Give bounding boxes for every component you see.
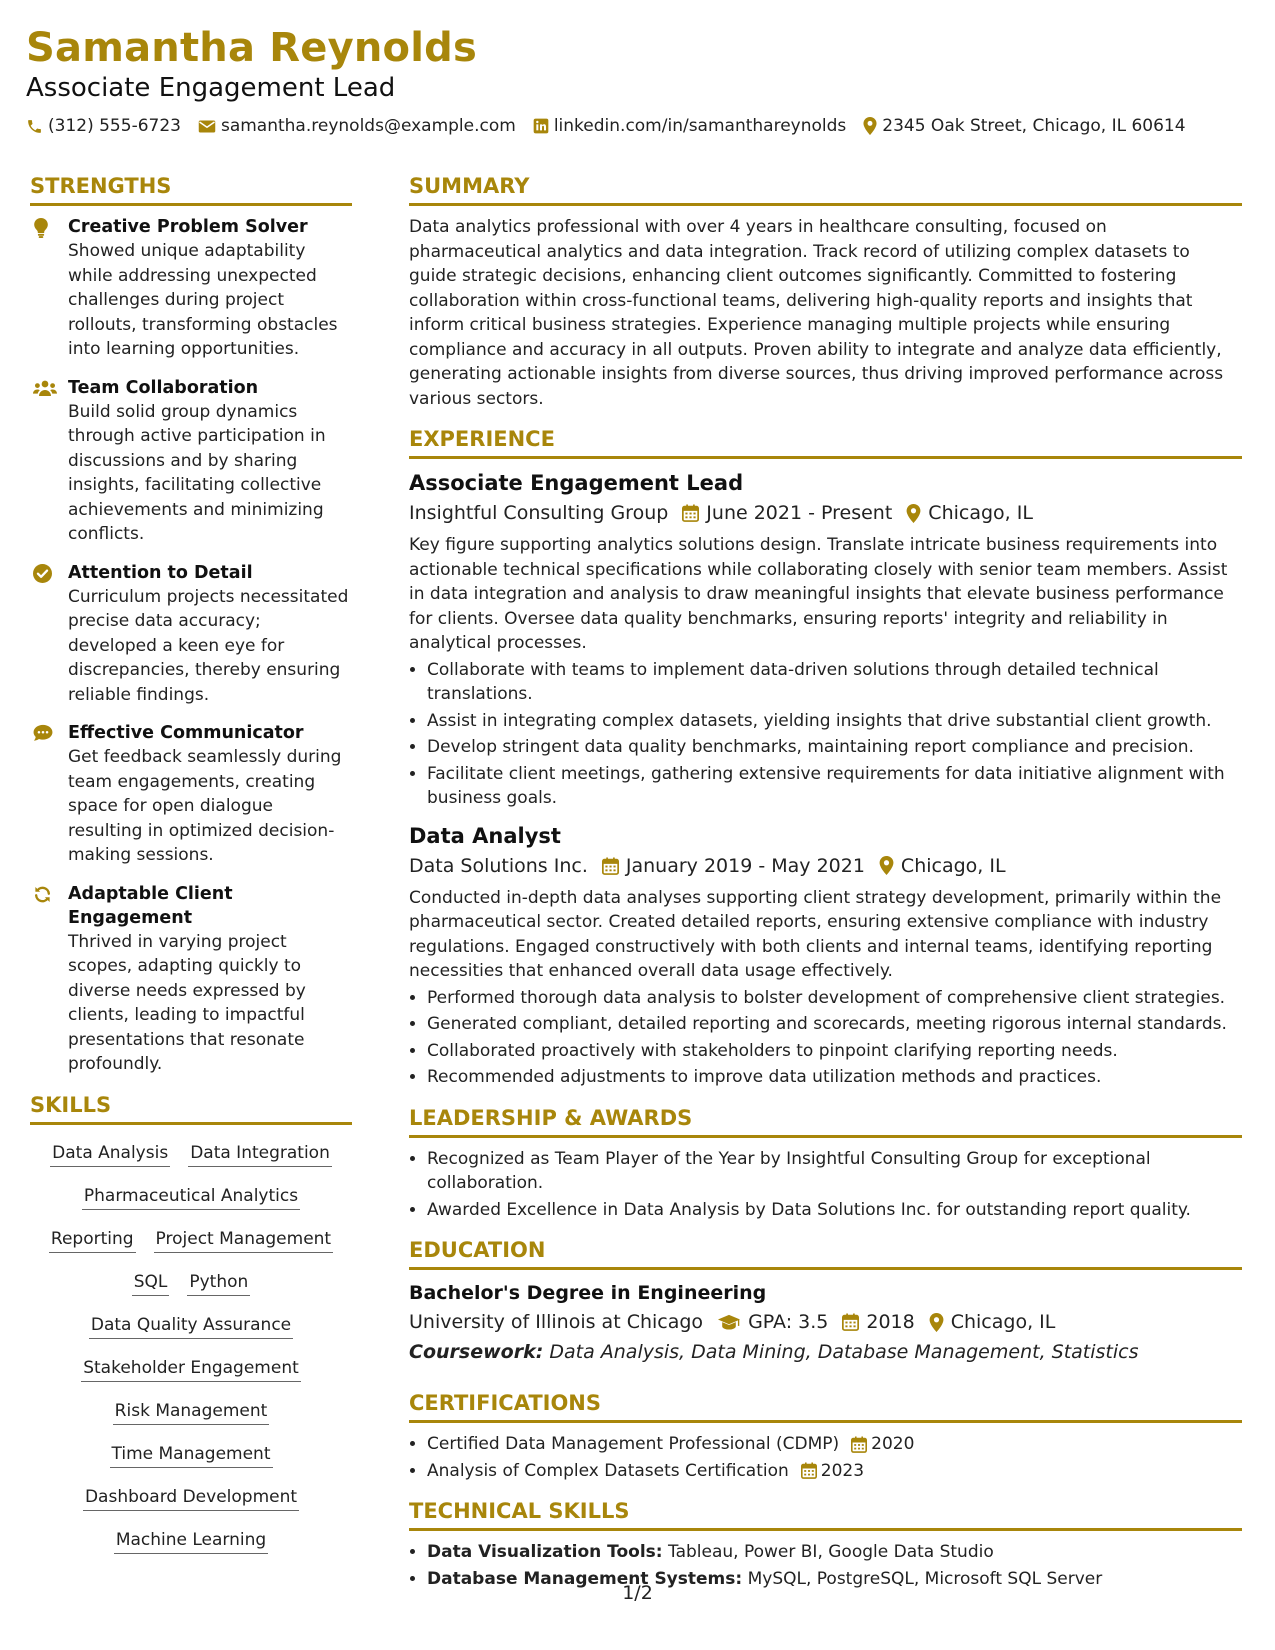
refresh-icon [33,885,52,904]
strengths-section [30,172,352,1077]
right-column [409,172,1242,1593]
certifications-section [409,1389,1242,1483]
contact-address [863,116,1185,136]
certification-name: • Certified Data Management Professional (CDMP) [427,1434,840,1454]
strength-title: Team Collaboration [68,377,259,398]
job-meta [409,851,1242,881]
lightbulb-icon [33,218,49,238]
calendar-icon [842,1313,859,1331]
education-section [409,1236,1242,1367]
chat-bubble-icon [33,724,53,742]
contact-bar [26,116,1256,136]
job-title: Data Analyst [409,823,561,848]
calendar-icon [851,1436,867,1453]
strength-item [30,721,352,868]
education-school: University of Illinois at Chicago [409,1311,704,1333]
page-number: 1/2 [622,1582,653,1604]
technical-skill-item [427,1540,1242,1565]
strengths-heading: STRENGTHS [30,172,352,206]
phone-text: (312) 555-6723 [48,116,181,136]
summary-section [409,172,1242,411]
education-meta [409,1307,1242,1337]
skill-tag: Data Integration [188,1142,332,1167]
technical-skills-heading: TECHNICAL SKILLS [409,1497,1242,1531]
job-entry [409,821,1242,1090]
job-meta [409,498,1242,528]
skills-heading: SKILLS [30,1091,352,1125]
skill-tag: Dashboard Development [83,1486,299,1511]
map-pin-icon [863,117,877,135]
skill-tag: Project Management [154,1228,334,1253]
skill-tag: Stakeholder Engagement [81,1357,301,1382]
experience-heading: EXPERIENCE [409,425,1242,459]
technical-skills-section [409,1497,1242,1591]
skill-tag: Time Management [110,1443,273,1468]
envelope-icon [198,119,216,134]
check-circle-icon [33,564,52,583]
job-company: Insightful Consulting Group [409,502,669,524]
job-bullet: • Assist in integrating complex datasets, yielding insights that drive substantial client growth. [427,709,1242,734]
job-dates: June 2021 - Present [706,502,893,524]
leadership-section [409,1104,1242,1223]
technical-skill-label: Database Management Systems: [427,1568,743,1589]
skill-tag: SQL [132,1271,170,1296]
strength-item [30,376,352,547]
strength-item [30,215,352,362]
strength-title: Effective Communicator [68,723,304,743]
calendar-icon [682,504,699,522]
leadership-item: • Awarded Excellence in Data Analysis by Data Solutions Inc. for outstanding report quality. [427,1198,1242,1223]
job-bullets [409,986,1242,1090]
coursework-label: Coursework: [409,1341,544,1363]
users-icon [33,379,57,397]
strength-desc: Showed unique adaptability while addressing unexpected challenges during project rollouts, transforming obstacles into learning opportunities. [68,241,338,359]
skill-tag: Machine Learning [114,1529,268,1554]
job-bullet: • Collaborate with teams to implement data-driven solutions through detailed technical translations. [427,658,1242,707]
job-company: Data Solutions Inc. [409,854,588,877]
job-entry [409,468,1242,811]
education-degree: Bachelor's Degree in Engineering [409,1282,767,1304]
strength-desc: Build solid group dynamics through active participation in discussions and by sharing insights, facilitating collective achievements and minimizing conflicts. [68,401,326,544]
job-bullet: • Facilitate client meetings, gathering extensive requirements for data initiative alignment with business goals. [427,762,1242,811]
education-location: Chicago, IL [950,1311,1056,1333]
education-heading: EDUCATION [409,1236,1242,1270]
strength-desc: Thrived in varying project scopes, adapting quickly to diverse needs expressed by clients, leading to impactful presentations that resonate profoundly. [68,931,306,1074]
contact-linkedin[interactable] [533,116,846,136]
calendar-icon [801,1462,817,1479]
job-title: Associate Engagement Lead [409,471,744,495]
certifications-heading: CERTIFICATIONS [409,1389,1242,1423]
candidate-name: Samantha Reynolds [26,25,477,71]
strength-item [30,882,352,1077]
skills-section [30,1091,352,1564]
experience-section [409,425,1242,1090]
certification-item [427,1459,1242,1484]
job-bullet: • Collaborated proactively with stakeholders to pinpoint clarifying reporting needs. [427,1039,1242,1064]
technical-skill-label: Data Visualization Tools: [427,1542,663,1562]
summary-text: Data analytics professional with over 4 years in healthcare consulting, focused on pharmaceutical analytics and data integration. Track record of utilizing complex datasets to guide strategic decisions, enhancing client outcomes significantly. Committed to fostering collaboration within cross-functional teams, delivering high-quality reports and insights that inform critical business strategies. Experience managing multiple projects while ensuring compliance and accuracy in all outputs. Proven ability to integrate and analyze data efficiently, generating actionable insights from diverse sources, thus driving improved performance across various sectors. [409,217,1224,409]
strength-title: Creative Problem Solver [68,217,308,237]
skills-list [30,1134,352,1564]
skill-tag: Pharmaceutical Analytics [82,1185,300,1210]
left-column [30,172,352,1564]
calendar-icon [602,857,619,875]
strength-title: Attention to Detail [68,562,253,583]
job-bullets [409,658,1242,811]
strength-desc: Get feedback seamlessly during team engagements, creating space for open dialogue resulting in optimized decision-making sessions. [68,747,342,865]
linkedin-text[interactable]: linkedin.com/in/samanthareynolds [553,116,847,136]
skill-tag: Reporting [49,1228,136,1253]
technical-skill-value: MySQL, PostgreSQL, Microsoft SQL Server [747,1568,1103,1589]
education-gpa: GPA: 3.5 [748,1311,829,1333]
education-coursework [409,1337,1242,1367]
certification-year: 2023 [820,1460,865,1481]
education-year: 2018 [866,1311,915,1333]
job-description: Key figure supporting analytics solutions design. Translate intricate business requirements into actionable technical specifications while collaborating closely with senior team members. Assist in data integration and analysis to draw meaningful insights that elevate business performance for clients. Oversee data quality benchmarks, ensuring reports' integrity and reliability in analytical processes. [409,535,1228,653]
skill-tag: Python [187,1271,250,1296]
strength-title: Adaptable Client Engagement [68,883,233,928]
strength-desc: Curriculum projects necessitated precise data accuracy; developed a keen eye for discrepancies, thereby ensuring reliable findings. [68,586,349,705]
summary-heading: SUMMARY [409,172,1242,206]
graduation-cap-icon [717,1314,741,1331]
job-location: Chicago, IL [900,854,1006,877]
resume-header [26,22,1256,136]
certification-name: • Analysis of Complex Datasets Certification [427,1460,789,1481]
certification-year: 2020 [871,1434,915,1454]
map-pin-icon [879,856,894,875]
technical-skill-value: Tableau, Power BI, Google Data Studio [668,1542,994,1562]
job-bullet: • Generated compliant, detailed reporting and scorecards, meeting rigorous internal standards. [427,1012,1242,1037]
map-pin-icon [906,504,921,523]
job-description: Conducted in-depth data analyses supporting client strategy development, primarily within the pharmaceutical sector. Created detailed reports, ensuring extensive compliance with industry regulations. Engaged constructively with both clients and internal teams, identifying reporting necessities that enhanced overall data usage effectively. [409,887,1222,981]
strength-item [30,561,352,708]
coursework-text: Data Analysis, Data Mining, Database Management, Statistics [549,1341,1139,1363]
job-bullet: • Develop stringent data quality benchmarks, maintaining report compliance and precision. [427,735,1242,760]
contact-email[interactable] [198,116,516,136]
map-pin-icon [929,1313,944,1332]
skill-tag: Data Quality Assurance [89,1314,293,1339]
job-dates: January 2019 - May 2021 [625,854,865,877]
candidate-role: Associate Engagement Lead [26,73,396,103]
job-location: Chicago, IL [928,502,1033,524]
certification-item [427,1432,1242,1457]
contact-phone [26,116,181,136]
phone-icon [26,118,43,135]
leadership-heading: LEADERSHIP & AWARDS [409,1104,1242,1138]
address-text: 2345 Oak Street, Chicago, IL 60614 [882,116,1186,136]
linkedin-icon [533,118,549,134]
skill-tag: Risk Management [113,1400,270,1425]
email-text[interactable]: samantha.reynolds@example.com [220,116,516,136]
job-bullet: • Recommended adjustments to improve data utilization methods and practices. [427,1065,1242,1090]
leadership-list [409,1147,1242,1223]
leadership-item: • Recognized as Team Player of the Year by Insightful Consulting Group for exceptional collaboration. [427,1147,1242,1196]
job-bullet: • Performed thorough data analysis to bolster development of comprehensive client strategies. [427,986,1242,1011]
certifications-list [409,1432,1242,1483]
skill-tag: Data Analysis [50,1142,170,1167]
